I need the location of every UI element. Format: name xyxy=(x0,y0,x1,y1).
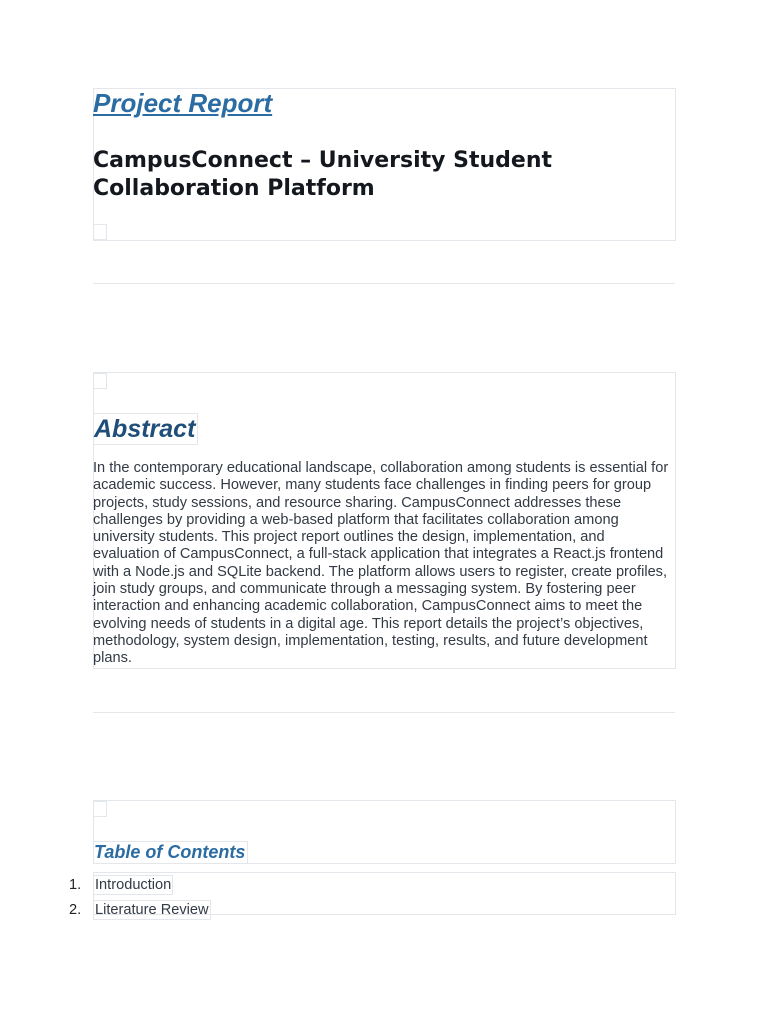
section-divider xyxy=(93,712,675,713)
project-report-link[interactable]: Project Report xyxy=(93,88,273,118)
abstract-body: In the contemporary educational landscape, collaboration among students is essential for academic success. However, many students face challenges in finding peers for group projects, study sessions, and resource sharing. CampusConnect addresses these challenges by providing a web-based platform that facilitates collaboration among university students. This project report outlines the design, implementation, and evaluation of CampusConnect, a full-stack application that integrates a React.js frontend with a Node.js and SQLite backend. The platform allows users to register, create profiles, join study groups, and communicate through a messaging system. By fostering peer interaction and enhancing academic collaboration, CampusConnect aims to meet the evolving needs of students in a digital age. This report details the project’s objectives, methodology, system design, implementation, testing, results, and future development plans. xyxy=(93,460,669,667)
toc-item-number: 1. xyxy=(69,876,82,893)
empty-paragraph-marker xyxy=(93,373,107,389)
toc-item-introduction[interactable]: Introduction xyxy=(95,876,172,893)
toc-item-literature-review[interactable]: Literature Review xyxy=(95,901,209,918)
toc-item[interactable] xyxy=(69,897,676,922)
toc-heading: Table of Contents xyxy=(93,841,248,864)
toc-item[interactable] xyxy=(69,872,676,897)
abstract-heading: Abstract xyxy=(93,413,198,445)
section-divider xyxy=(93,283,675,284)
toc-item-number: 2. xyxy=(69,901,82,918)
empty-paragraph-marker xyxy=(93,224,107,240)
page-title: CampusConnect – University Student Collaboration Platform xyxy=(93,148,553,201)
toc-list xyxy=(69,872,676,922)
empty-paragraph-marker xyxy=(93,801,107,817)
